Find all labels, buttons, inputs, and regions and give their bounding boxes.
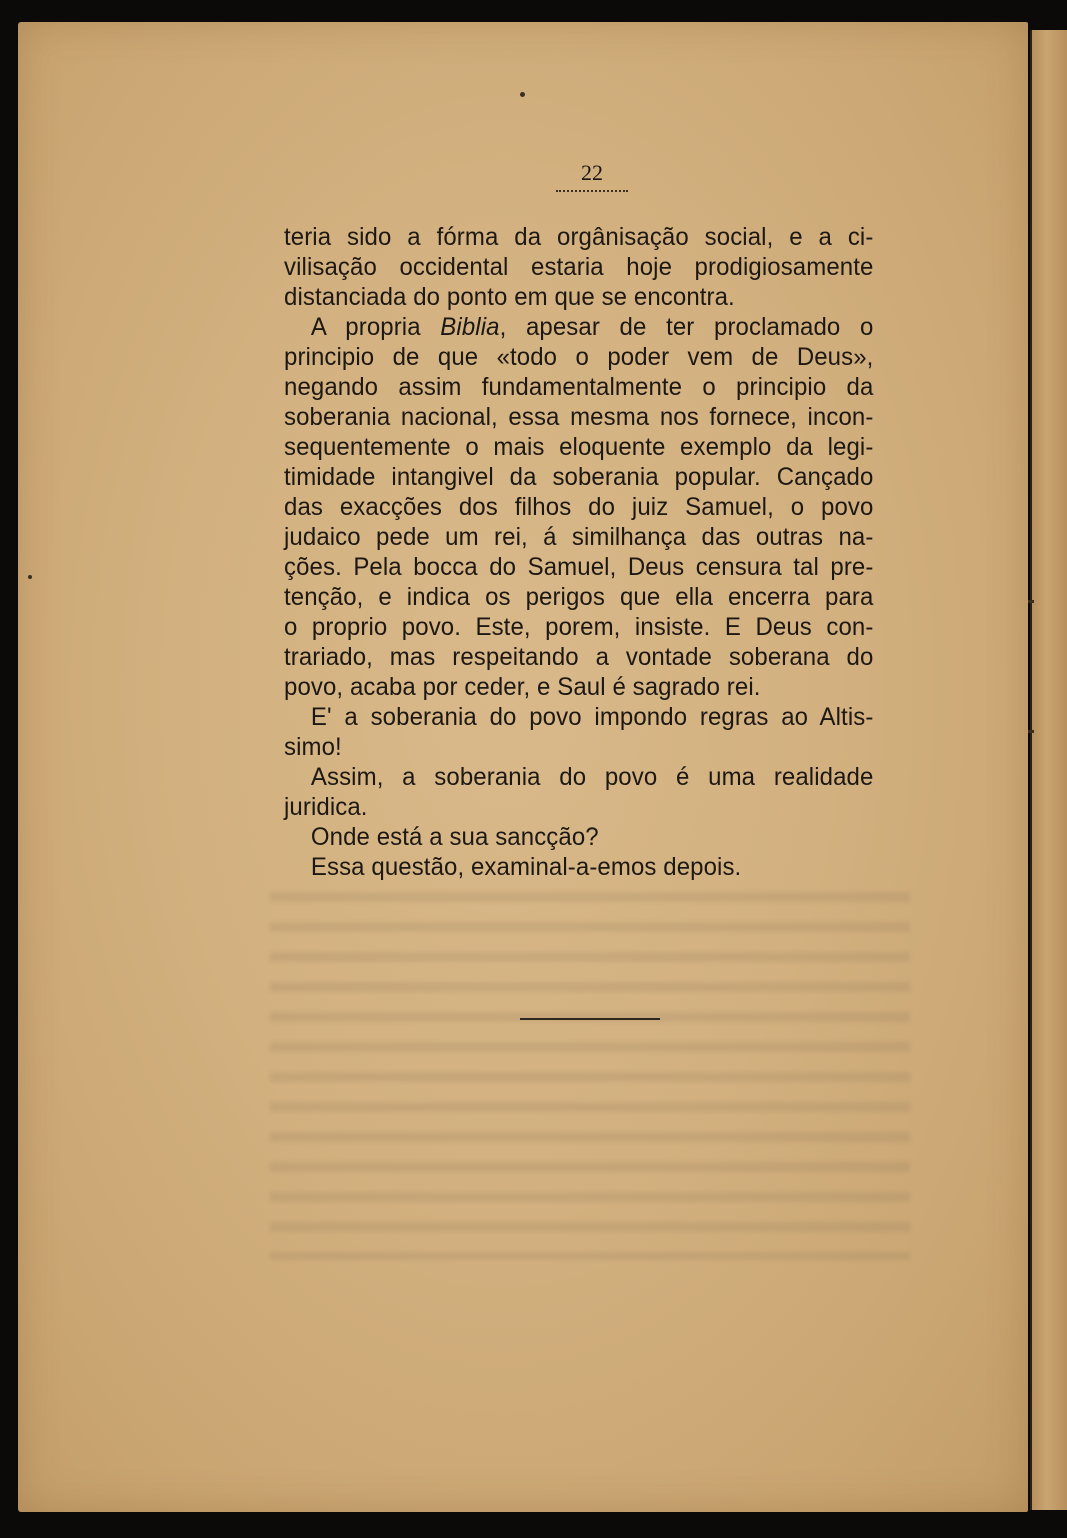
text-line <box>284 312 873 342</box>
paper-spot <box>28 575 32 579</box>
text-line: o proprio povo. Este, porem, insiste. E Deus con- <box>284 613 874 641</box>
text-line: judaico pede um rei, á similhança das outras na- <box>284 523 874 551</box>
closing-rule <box>520 1018 660 1020</box>
text-line: das exacções dos filhos do juiz Samuel, o povo <box>284 493 874 521</box>
text-line: negando assim fundamentalmente o principio da <box>284 373 874 401</box>
italic-title: Biblia <box>440 313 500 341</box>
page-number-rule <box>556 190 628 192</box>
text-line: timidade intangivel da soberania popular. Cançado <box>284 463 874 491</box>
text-line: povo, acaba por ceder, e Saul é sagrado rei. <box>284 673 761 701</box>
text-line: principio de que «todo o poder vem de Deus», <box>284 343 874 371</box>
text-fragment: A propria <box>310 313 441 341</box>
text-line: juridica. <box>284 793 368 821</box>
edge-mark <box>1028 600 1034 603</box>
text-line: soberania nacional, essa mesma nos fornece, incon- <box>284 403 874 431</box>
text-line: simo! <box>284 733 342 761</box>
text-fragment: , apesar de ter proclamado o <box>499 313 874 341</box>
show-through-text <box>270 880 910 1260</box>
text-line: distanciada do ponto em que se encontra. <box>284 283 735 311</box>
text-line: E' a soberania do povo impondo regras ao Altis- <box>310 703 874 731</box>
text-line: tenção, e indica os perigos que ella encerra para <box>284 583 874 611</box>
paper-spot <box>520 92 525 97</box>
text-line: Essa questão, examinal-a-emos depois. <box>310 853 742 881</box>
text-line: teria sido a fórma da orgânisação social, e a ci- <box>284 223 874 251</box>
text-line: Onde está a sua sancção? <box>310 823 599 851</box>
text-line: trariado, mas respeitando a vontade soberana do <box>284 643 874 671</box>
edge-mark <box>1028 730 1034 733</box>
text-line: sequentemente o mais eloquente exemplo da legi- <box>284 433 874 461</box>
next-page-edge <box>1030 30 1067 1510</box>
body-text <box>284 222 873 882</box>
text-line: vilisação occidental estaria hoje prodigiosamente <box>284 253 874 281</box>
page-number: 22 <box>581 160 603 185</box>
text-line: Assim, a soberania do povo é uma realidade <box>310 763 874 791</box>
text-line: ções. Pela bocca do Samuel, Deus censura tal pre- <box>284 553 874 581</box>
